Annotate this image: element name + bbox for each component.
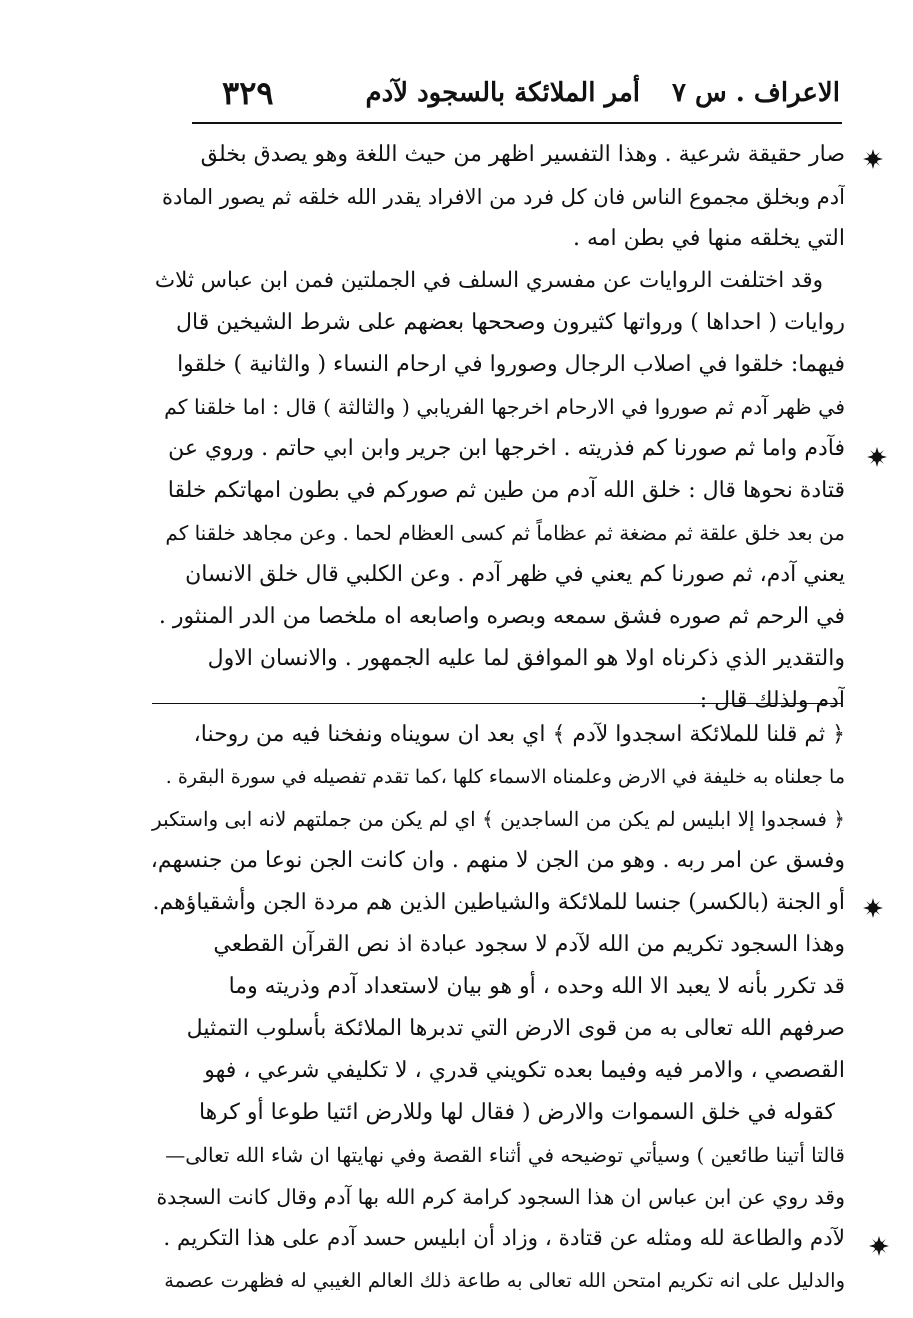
text-line: روايات ( احداها ) ورواتها كثيرون وصححها بعضهم على شرط الشيخين قال <box>176 310 845 335</box>
text-line: كقوله في خلق السموات والارض ( فقال لها وللارض ائتيا طوعا أو كرها <box>198 1100 835 1125</box>
verse-section <box>150 714 845 1302</box>
text-line: وقد روي عن ابن عباس ان هذا السجود كرامة كرم الله بها آدم وقال كانت السجدة <box>156 1185 845 1209</box>
text-line: من بعد خلق علقة ثم مضغة ثم عظاماً ثم كسى العظام لحما . وعن مجاهد خلقنا كم <box>165 521 845 545</box>
text-line: صرفهم الله تعالى به من قوى الارض التي تدبرها الملائكة بأسلوب التمثيل <box>186 1016 845 1041</box>
text-line: وقد اختلفت الروايات عن مفسري السلف في الجملتين فمن ابن عباس ثلاث <box>154 268 823 293</box>
section-divider <box>152 703 842 704</box>
text-line: صار حقيقة شرعية . وهذا التفسير اظهر من حيث اللغة وهو يصدق بخلق <box>200 142 845 167</box>
text-line: قتادة نحوها قال : خلق الله آدم من طين ثم صوركم في بطون امهاتكم خلقا <box>167 478 845 503</box>
flower-ornament-icon <box>862 897 884 919</box>
text-line: ما جعلناه به خليفة في الارض وعلمناه الاسماء كلها ،كما تقدم تفصيله في سورة البقرة . <box>165 766 845 788</box>
text-line: في الرحم ثم صوره فشق سمعه وبصره واصابعه اه ملخصا من الدر المنثور . <box>158 604 845 629</box>
text-line: التي يخلقه منها في بطن امه . <box>572 226 845 251</box>
text-line: قالتا أتينا طائعين ) وسيأتي توضيحه في أثناء القصة وفي نهايتها ان شاء الله تعالى— <box>165 1143 845 1167</box>
text-line: أو الجنة (بالكسر) جنسا للملائكة والشياطين الذين هم مردة الجن وأشقياؤهم. <box>152 890 845 915</box>
flower-ornament-icon <box>866 446 888 468</box>
text-line: القصصي ، والامر فيه وفيما بعده تكويني قدري ، لا تكليفي شرعي ، فهو <box>204 1058 845 1083</box>
text-line: في ظهر آدم ثم صوروا في الارحام اخرجها الفريابي ( والثالثة ) قال : اما خلقنا كم <box>164 395 845 419</box>
text-line: وفسق عن امر ربه . وهو من الجن لا منهم . وان كانت الجن نوعا من جنسهم، <box>150 848 845 873</box>
flower-ornament-icon <box>868 1235 890 1257</box>
section-title: أمر الملائكة بالسجود لآدم <box>365 78 640 108</box>
text-line: ﴿ فسجدوا إلا ابليس لم يكن من الساجدين ﴾ اي لم يكن من جملتهم لانه ابى واستكبر <box>152 807 845 831</box>
commentary-text <box>150 134 845 722</box>
chapter-label: الاعراف . س ٧ <box>671 78 840 108</box>
text-line: وهذا السجود تكريم من الله لآدم لا سجود عبادة اذ نص القرآن القطعي <box>213 932 845 957</box>
text-line: ﴿ ثم قلنا للملائكة اسجدوا لآدم ﴾ اي بعد ان سويناه ونفخنا فيه من روحنا، <box>193 722 845 747</box>
text-line: والتقدير الذي ذكرناه اولا هو الموافق لما عليه الجمهور . والانسان الاول <box>207 646 845 671</box>
text-line: يعني آدم، ثم صورنا كم يعني في ظهر آدم . وعن الكلبي قال خلق الانسان <box>185 562 845 587</box>
text-line: فآدم واما ثم صورنا كم فذريته . اخرجها ابن جرير وابن ابي حاتم . وروي عن <box>168 436 845 461</box>
text-line: والدليل على انه تكريم امتحن الله تعالى به طاعة ذلك العالم الغيبي له فظهرت عصمة <box>164 1269 845 1292</box>
running-header <box>180 74 840 120</box>
text-line: آدم وبخلق مجموع الناس فان كل فرد من الافراد يقدر الله خلقه ثم يصور المادة <box>161 185 845 209</box>
text-line: آدم ولذلك قال : <box>699 688 845 713</box>
header-rule <box>192 122 842 124</box>
page-number: ٣٢٩ <box>222 74 274 112</box>
flower-ornament-icon <box>862 148 884 170</box>
text-line: قد تكرر بأنه لا يعبد الا الله وحده ، أو هو بيان لاستعداد آدم وذريته وما <box>228 974 845 999</box>
text-line: فيهما: خلقوا في اصلاب الرجال وصوروا في ارحام النساء ( والثانية ) خلقوا <box>177 352 845 377</box>
text-line: لآدم والطاعة لله ومثله عن قتادة ، وزاد أن ابليس حسد آدم على هذا التكريم . <box>163 1226 845 1251</box>
